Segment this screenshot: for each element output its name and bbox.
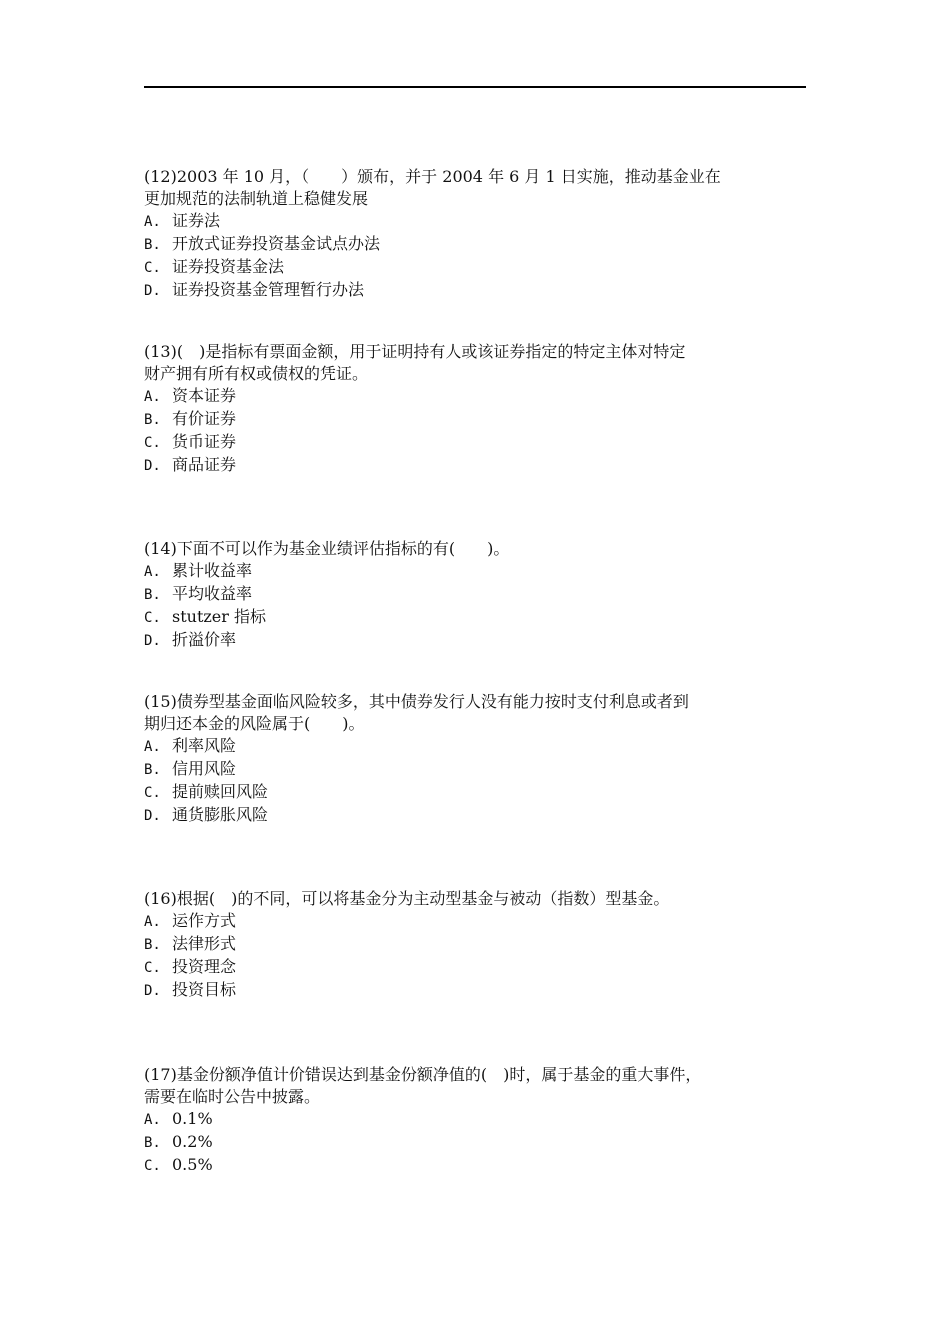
option-text: 通货膨胀风险 <box>172 805 269 824</box>
question-17 <box>144 1064 806 1177</box>
option-letter: B. <box>144 237 161 253</box>
option-b <box>144 233 806 256</box>
question-16 <box>144 888 806 1002</box>
option-b <box>144 408 806 431</box>
option-text: 累计收益率 <box>172 561 253 580</box>
question-stem-line: 需要在临时公告中披露。 <box>144 1087 321 1106</box>
question-stem-line: (16)根据( )的不同，可以将基金分为主动型基金与被动（指数）型基金。 <box>144 889 670 908</box>
option-text: 开放式证券投资基金试点办法 <box>172 234 381 253</box>
question-13 <box>144 341 806 477</box>
option-letter: A. <box>144 914 161 930</box>
option-text: 证券投资基金法 <box>172 257 285 276</box>
option-letter: A. <box>144 564 161 580</box>
option-text: 货币证券 <box>172 432 237 451</box>
option-a <box>144 910 806 933</box>
question-stem-line: (15)债券型基金面临风险较多，其中债券发行人没有能力按时支付利息或者到 <box>144 692 689 711</box>
option-text: 有价证券 <box>172 409 237 428</box>
header-rule <box>144 86 806 88</box>
option-c <box>144 781 806 804</box>
option-letter: A. <box>144 214 161 230</box>
option-text: 0.2% <box>172 1132 213 1151</box>
option-b <box>144 758 806 781</box>
question-stem-line: (12)2003 年 10 月，（ ）颁布，并于 2004 年 6 月 1 日实施，推动基金业在 <box>144 167 721 186</box>
option-letter: D. <box>144 808 161 824</box>
option-text: 法律形式 <box>172 934 237 953</box>
option-letter: B. <box>144 412 161 428</box>
option-letter: C. <box>144 610 161 626</box>
option-text: 提前赎回风险 <box>172 782 269 801</box>
option-text: 运作方式 <box>172 911 237 930</box>
option-text: 折溢价率 <box>172 630 237 649</box>
question-15 <box>144 691 806 827</box>
option-text: 资本证券 <box>172 386 237 405</box>
option-a <box>144 1108 806 1131</box>
option-letter: D. <box>144 283 161 299</box>
option-text: 证券法 <box>172 211 221 230</box>
option-text: 商品证券 <box>172 455 237 474</box>
option-d <box>144 454 806 477</box>
option-letter: D. <box>144 983 161 999</box>
option-letter: A. <box>144 389 161 405</box>
question-stem-line: (13)( )是指标有票面金额，用于证明持有人或该证券指定的特定主体对特定 <box>144 342 686 361</box>
question-stem-line: 期归还本金的风险属于( )。 <box>144 714 365 733</box>
option-letter: B. <box>144 587 161 603</box>
option-a <box>144 210 806 233</box>
option-text: 证券投资基金管理暂行办法 <box>172 280 365 299</box>
option-text: 利率风险 <box>172 736 237 755</box>
question-14 <box>144 538 806 652</box>
option-text: 0.1% <box>172 1109 213 1128</box>
option-text: 信用风险 <box>172 759 237 778</box>
option-text: 投资目标 <box>172 980 237 999</box>
option-text: 0.5% <box>172 1155 213 1174</box>
option-a <box>144 385 806 408</box>
option-letter: B. <box>144 762 161 778</box>
option-c <box>144 1154 806 1177</box>
option-letter: A. <box>144 739 161 755</box>
option-d <box>144 279 806 302</box>
option-a <box>144 560 806 583</box>
option-letter: C. <box>144 1158 161 1174</box>
option-letter: D. <box>144 458 161 474</box>
option-letter: C. <box>144 435 161 451</box>
option-letter: A. <box>144 1112 161 1128</box>
option-letter: B. <box>144 1135 161 1151</box>
option-b <box>144 583 806 606</box>
question-stem-line: (14)下面不可以作为基金业绩评估指标的有( )。 <box>144 539 510 558</box>
option-text: 投资理念 <box>172 957 237 976</box>
option-text: 平均收益率 <box>172 584 253 603</box>
option-letter: C. <box>144 785 161 801</box>
option-a <box>144 735 806 758</box>
option-b <box>144 933 806 956</box>
option-d <box>144 804 806 827</box>
option-letter: C. <box>144 960 161 976</box>
question-stem-line: 财产拥有所有权或债权的凭证。 <box>144 364 369 383</box>
option-c <box>144 256 806 279</box>
question-12 <box>144 166 806 302</box>
option-letter: D. <box>144 633 161 649</box>
option-c <box>144 606 806 629</box>
option-letter: B. <box>144 937 161 953</box>
option-c <box>144 431 806 454</box>
option-b <box>144 1131 806 1154</box>
question-stem-line: 更加规范的法制轨道上稳健发展 <box>144 189 369 208</box>
question-stem-line: (17)基金份额净值计价错误达到基金份额净值的( )时，属于基金的重大事件， <box>144 1065 702 1084</box>
option-letter: C. <box>144 260 161 276</box>
option-c <box>144 956 806 979</box>
option-d <box>144 629 806 652</box>
option-text: stutzer 指标 <box>172 607 267 626</box>
option-d <box>144 979 806 1002</box>
